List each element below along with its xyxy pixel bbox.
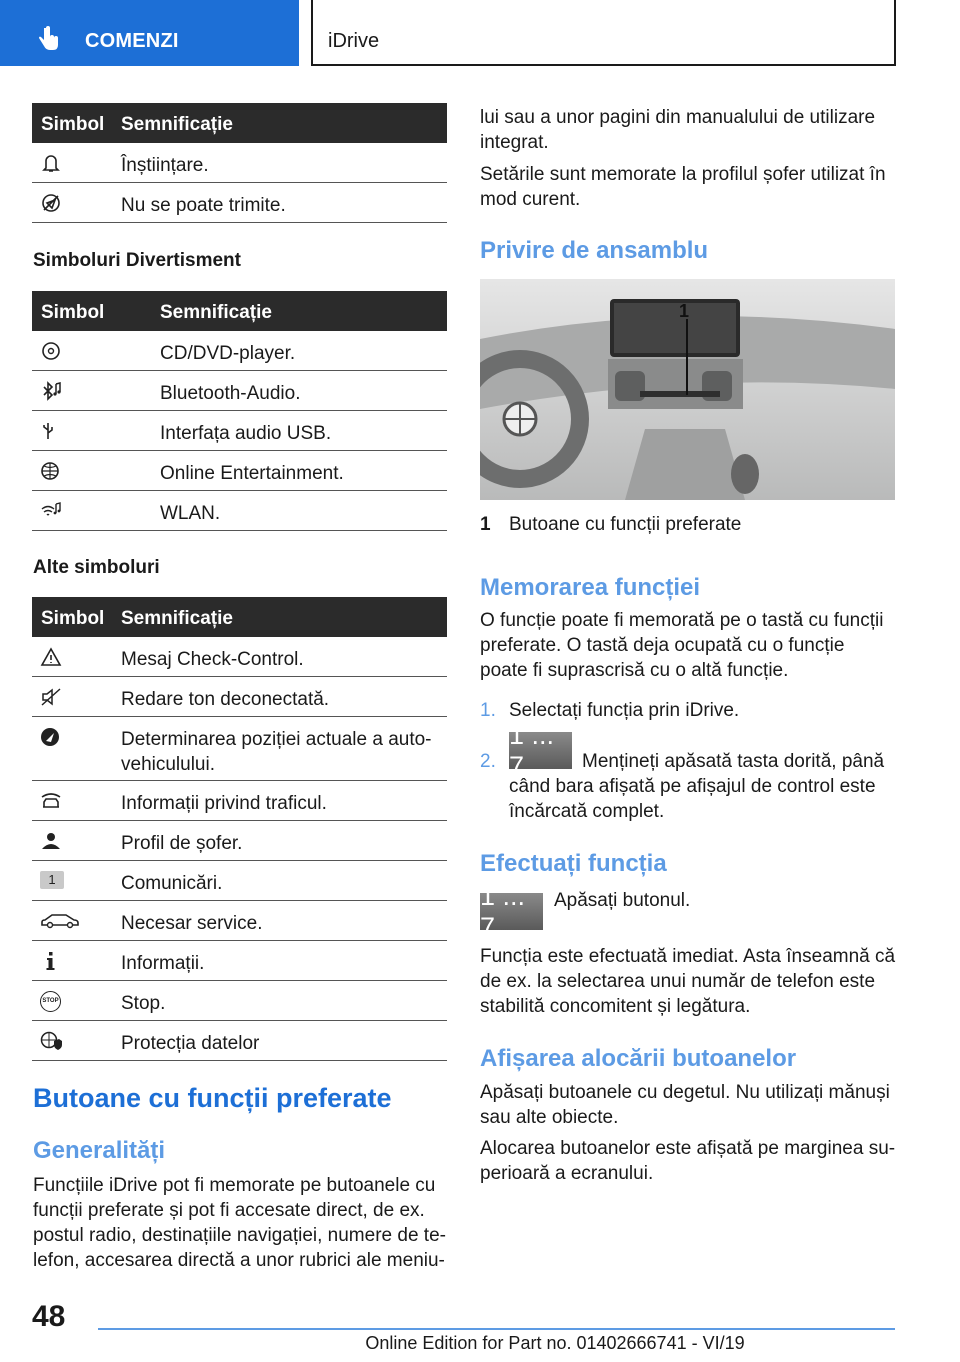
row-text: Comunicări.: [121, 873, 223, 894]
info-icon: [40, 951, 62, 971]
row-text: CD/DVD-player.: [160, 343, 296, 364]
step-2-continued: când bara afișată pe afișajul de control este încărcată complet.: [509, 776, 876, 822]
section-label: iDrive: [328, 30, 380, 52]
no-send-icon: [40, 193, 62, 213]
other-symbols-heading: Alte simboluri: [33, 557, 160, 578]
symbols-table-entertainment: [32, 291, 447, 531]
table-row: [32, 901, 447, 941]
table-row: [32, 491, 447, 531]
table-row: [32, 331, 447, 371]
stop-icon: STOP: [40, 991, 61, 1012]
table-row: [32, 677, 447, 717]
row-text: Redare ton deconectată.: [121, 689, 330, 710]
row-text: Informații.: [121, 953, 205, 974]
memorize-paragraph: O funcție poate fi memorată pe o tastă cu funcții preferate. O tastă deja ocupată cu o funcție poate fi suprascrisă cu o altă funcție.: [480, 610, 884, 681]
intro-paragraph: lui sau a unor pagini din manualului de utilizare integrat.: [480, 107, 876, 153]
symbols-table-notifications: [32, 103, 447, 223]
row-text: Nu se poate trimite.: [121, 195, 286, 216]
page-number: 48: [32, 1300, 66, 1333]
col-symbol: Simbol: [41, 608, 105, 629]
table-row: [32, 941, 447, 981]
col-meaning: Semnificație: [121, 608, 233, 629]
table-row: [32, 781, 447, 821]
row-text: WLAN.: [160, 503, 221, 524]
location-icon: [40, 727, 62, 747]
execute-press-text: Apăsați butonul.: [554, 890, 691, 911]
display-heading: Afișarea alocării butoanelor: [480, 1045, 797, 1072]
table-row: [32, 143, 447, 183]
chapter-tab-label: COMENZI: [85, 30, 179, 52]
general-paragraph: Funcțiile iDrive pot fi memorate pe butoanele cu funcții preferate și pot fi accesate direct, de ex. postul radio, destinațiile navigației, numere de te- lefon, accesarea directă a unor rubrici ale meniu-: [33, 1175, 446, 1271]
online-entertainment-icon: [40, 461, 62, 481]
footer-rule: [98, 1328, 895, 1330]
driver-profile-icon: [40, 831, 62, 851]
table-row: [32, 1021, 447, 1061]
row-text: Profil de șofer.: [121, 833, 243, 854]
row-text: Stop.: [121, 993, 166, 1014]
col-meaning: Semnificație: [121, 114, 233, 135]
table-row: [32, 411, 447, 451]
table-row: [32, 861, 447, 901]
col-symbol: Simbol: [41, 114, 105, 135]
warning-icon: [40, 647, 62, 667]
step-1-number: 1.: [480, 700, 496, 721]
legend-text: Butoane cu funcții preferate: [509, 514, 742, 535]
overview-heading: Privire de ansamblu: [480, 237, 709, 264]
section-title: Butoane cu funcții preferate: [33, 1083, 392, 1113]
footer-edition: Online Edition for Part no. 01402666741 - VI/19: [365, 1333, 745, 1353]
row-text: Interfața audio USB.: [160, 423, 332, 444]
table-row: [32, 717, 447, 781]
cd-icon: [40, 341, 62, 361]
table-row: [32, 451, 447, 491]
chapter-tab[interactable]: [0, 0, 299, 66]
usb-icon: [40, 421, 62, 441]
execute-paragraph: Funcția este efectuată imediat. Asta înseamnă că de ex. la selectarea unui număr de telefon este stabilită concomitent și legătura.: [480, 946, 896, 1017]
traffic-icon: [40, 791, 62, 811]
table-row: [32, 637, 447, 677]
table-row: [32, 981, 447, 1021]
table-row: [32, 183, 447, 223]
hand-pointer-icon: [38, 26, 60, 52]
row-text: Protecția datelor: [121, 1033, 260, 1054]
display-paragraph: Apăsați butoanele cu degetul. Nu utilizați mănuși sau alte obiecte. Alocarea butoanelor este afișată pe marginea su- perioară a ecranului.: [480, 1082, 896, 1184]
step-2-number: 2.: [480, 751, 496, 772]
mute-icon: [40, 687, 62, 707]
step-2-line-1: Mențineți apăsată tasta dorită, până: [582, 751, 885, 772]
row-text: Determinarea poziției actuale a auto- vehiculului.: [121, 729, 432, 775]
legend-number: 1: [480, 514, 491, 535]
symbols-table-other: [32, 597, 447, 1061]
entertainment-heading: Simboluri Divertisment: [33, 250, 241, 271]
row-text: Înștiințare.: [121, 155, 209, 176]
col-symbol: Simbol: [41, 302, 105, 323]
saved-paragraph: Setările sunt memorate la profilul șofer utilizat în mod curent.: [480, 164, 886, 210]
favorite-key-image: 1 ... 7: [509, 732, 572, 769]
table-header: [32, 597, 447, 637]
table-header: [32, 291, 447, 331]
general-heading: Generalități: [33, 1137, 166, 1164]
section-header: [311, 0, 896, 66]
wlan-audio-icon: [40, 501, 62, 521]
row-text: Online Entertainment.: [160, 463, 344, 484]
execute-heading: Efectuați funcția: [480, 850, 667, 877]
favorite-key-image: 1 ... 7: [480, 893, 543, 930]
row-text: Mesaj Check-Control.: [121, 649, 304, 670]
dashboard-photo: [480, 279, 895, 500]
table-header: [32, 103, 447, 143]
photo-callout: 1: [679, 301, 690, 321]
message-icon: 1: [40, 871, 64, 889]
memorize-heading: Memorarea funcției: [480, 574, 701, 601]
bluetooth-audio-icon: [40, 381, 62, 401]
bell-icon: [40, 153, 62, 173]
row-text: Informații privind traficul.: [121, 793, 327, 814]
car-service-icon: [40, 911, 80, 931]
data-protection-icon: [40, 1031, 62, 1051]
row-text: Necesar service.: [121, 913, 263, 934]
col-meaning: Semnificație: [160, 302, 272, 323]
row-text: Bluetooth-Audio.: [160, 383, 301, 404]
step-1-text: Selectați funcția prin iDrive.: [509, 700, 740, 721]
table-row: [32, 821, 447, 861]
table-row: [32, 371, 447, 411]
